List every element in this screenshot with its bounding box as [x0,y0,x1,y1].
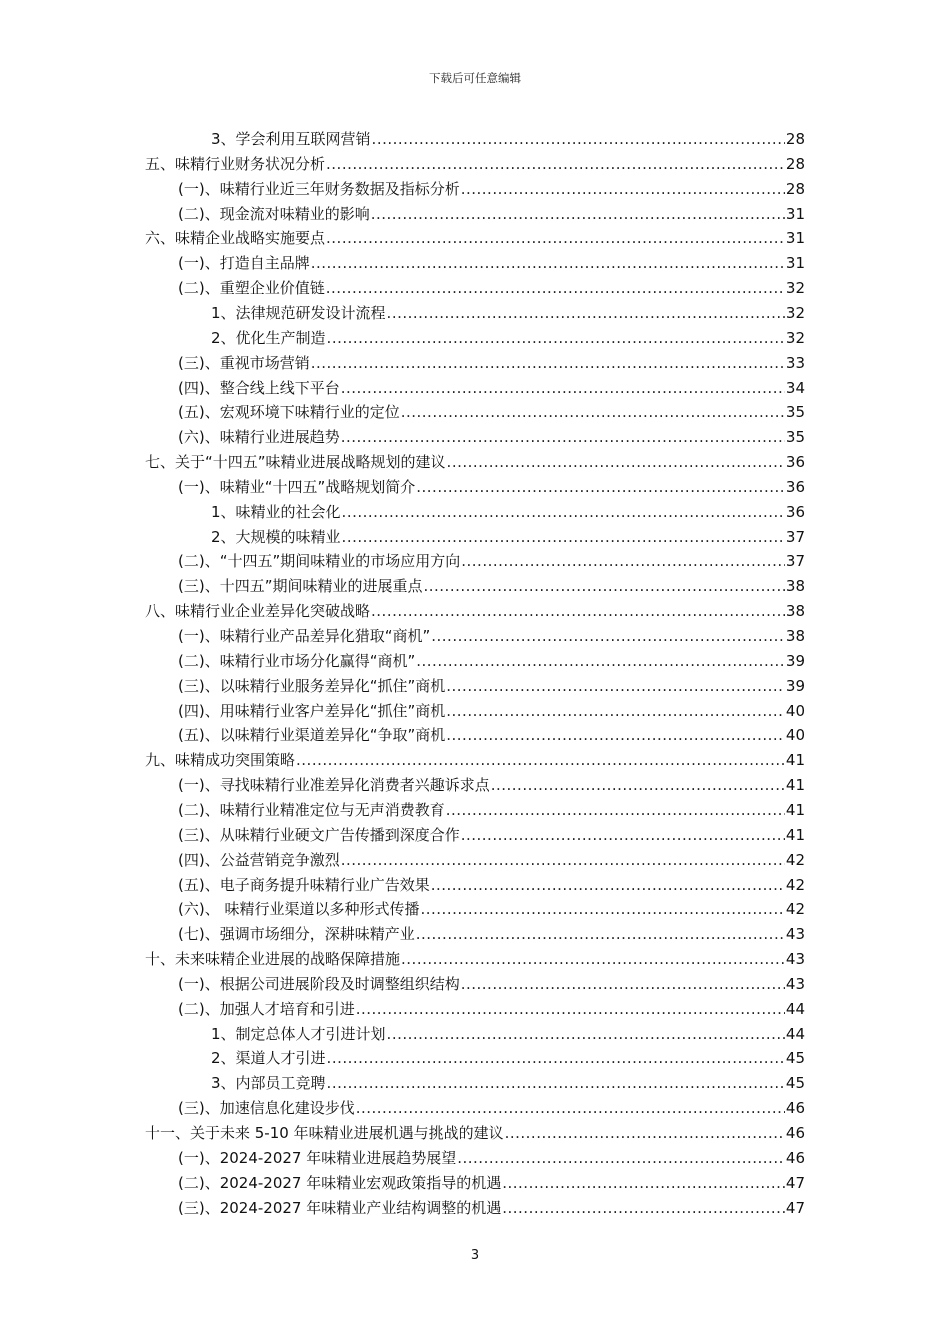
toc-entry[interactable] [178,622,805,646]
toc-entry-label: 1、法律规范研发设计流程 [211,303,386,322]
toc-entry-label: (二)、味精行业精准定位与无声消费教育 [178,800,445,819]
toc-dot-leader [446,676,785,696]
toc-entry-label: (二)、现金流对味精业的影响 [178,204,370,223]
toc-entry[interactable] [178,821,805,845]
toc-dot-leader [387,1024,785,1044]
toc-entry-label: (二)、“十四五”期间味精业的市场应用方向 [178,552,461,571]
toc-dot-leader [371,601,785,621]
toc-entry-page: 44 [785,1024,805,1043]
toc-entry[interactable] [145,746,805,770]
toc-entry[interactable] [211,498,805,522]
toc-dot-leader [387,303,785,323]
toc-entry-page: 38 [785,577,805,596]
toc-entry-page: 46 [785,1148,805,1167]
toc-dot-leader [461,974,785,994]
toc-entry-label: (五)、以味精行业渠道差异化“争取”商机 [178,726,446,745]
toc-entry[interactable] [178,871,805,895]
toc-entry-label: (七)、强调市场细分，深耕味精产业 [178,925,415,944]
toc-entry-page: 41 [785,825,805,844]
toc-entry-page: 41 [785,751,805,770]
toc-dot-leader [446,725,785,745]
toc-entry-label: (一)、味精业“十四五”战略规划简介 [178,477,416,496]
toc-dot-leader [327,328,785,348]
toc-entry[interactable] [211,523,805,547]
toc-entry[interactable] [178,1094,805,1118]
toc-entry-label: 3、内部员工竞聘 [211,1074,326,1093]
toc-dot-leader [505,1123,785,1143]
toc-entry-page: 43 [785,950,805,969]
toc-entry[interactable] [211,299,805,323]
toc-dot-leader [431,626,785,646]
toc-entry-page: 43 [785,974,805,993]
toc-entry[interactable] [145,150,805,174]
toc-entry-page: 47 [785,1173,805,1192]
toc-dot-leader [431,875,785,895]
toc-dot-leader [502,1173,785,1193]
toc-entry-label: (二)、加强人才培育和引进 [178,999,355,1018]
toc-dot-leader [356,999,785,1019]
toc-entry-page: 37 [785,552,805,571]
toc-entry-label: 九、味精成功突围策略 [145,751,296,770]
toc-entry-page: 46 [785,1099,805,1118]
toc-entry-page: 46 [785,1124,805,1142]
toc-entry[interactable] [178,249,805,273]
toc-entry-page: 33 [785,353,805,372]
toc-dot-leader [327,1048,785,1068]
toc-entry-label: 十、未来味精企业进展的战略保障措施 [145,950,401,969]
toc-dot-leader [401,402,785,422]
toc-entry[interactable] [145,224,805,248]
toc-entry-page: 45 [785,1049,805,1068]
toc-entry-label: (六)、 味精行业渠道以多种形式传播 [178,900,420,919]
toc-entry[interactable] [178,920,805,944]
toc-dot-leader [461,551,785,571]
toc-entry[interactable] [178,895,805,919]
toc-entry-label: (二)、重塑企业价值链 [178,279,325,298]
toc-entry-label: (六)、味精行业进展趋势 [178,428,340,447]
toc-dot-leader [446,701,785,721]
toc-dot-leader [416,477,785,497]
toc-dot-leader [371,204,785,224]
toc-entry-page: 43 [785,925,805,944]
toc-entry-page: 42 [785,900,805,919]
toc-entry[interactable] [145,448,805,472]
toc-entry-label: (五)、电子商务提升味精行业广告效果 [178,875,430,894]
toc-entry[interactable] [211,125,805,149]
toc-entry-label: 五、味精行业财务状况分析 [145,154,326,173]
toc-entry-page: 37 [785,527,805,546]
toc-dot-leader [311,353,785,373]
toc-dot-leader [327,1073,785,1093]
toc-entry-page: 32 [785,279,805,298]
toc-dot-leader [342,527,785,547]
toc-entry-page: 44 [785,999,805,1018]
toc-entry[interactable] [178,547,805,571]
toc-entry-page: 40 [785,726,805,745]
toc-entry-page: 32 [785,303,805,322]
toc-dot-leader [341,850,785,870]
toc-entry-label: (一)、打造自主品牌 [178,254,310,273]
toc-dot-leader [326,278,785,298]
toc-entry-page: 28 [785,130,805,148]
toc-entry[interactable] [178,473,805,497]
toc-entry[interactable] [178,697,805,721]
toc-entry-page: 39 [785,651,805,670]
toc-entry-label: (三)、重视市场营销 [178,353,310,372]
toc-entry[interactable] [178,200,805,224]
toc-entry[interactable] [145,1119,805,1143]
toc-entry[interactable] [211,1044,805,1068]
toc-dot-leader [401,949,785,969]
toc-entry-page: 41 [785,776,805,795]
toc-entry[interactable] [178,1169,805,1193]
toc-dot-leader [420,899,784,919]
toc-entry[interactable] [145,945,805,969]
toc-entry-page: 41 [785,800,805,819]
toc-dot-leader [356,1098,785,1118]
toc-entry-page: 40 [785,701,805,720]
toc-entry[interactable] [178,374,805,398]
toc-entry-label: (三)、从味精行业硬文广告传播到深度合作 [178,825,460,844]
toc-entry-page: 36 [785,453,805,472]
toc-entry-page: 28 [785,154,805,173]
toc-entry-label: 1、制定总体人才引进计划 [211,1024,386,1043]
toc-entry-page: 42 [785,875,805,894]
toc-entry-label: (一)、2024-2027 年味精业进展趋势展望 [178,1148,457,1167]
toc-entry[interactable] [178,1144,805,1168]
toc-entry[interactable] [178,274,805,298]
toc-entry-label: (一)、寻找味精行业准差异化消费者兴趣诉求点 [178,776,490,795]
toc-entry[interactable] [178,995,805,1019]
toc-entry-label: (三)、2024-2027 年味精业产业结构调整的机遇 [178,1198,502,1217]
toc-entry-page: 28 [785,179,805,198]
page-header: 下载后可任意编辑 [429,71,521,85]
toc-entry-label: (四)、公益营销竞争激烈 [178,850,340,869]
toc-entry-label: 2、渠道人才引进 [211,1049,326,1068]
toc-entry-page: 31 [785,229,805,248]
toc-entry-page: 39 [785,676,805,695]
toc-entry-label: (一)、根据公司进展阶段及时调整组织结构 [178,974,460,993]
toc-entry-label: 八、味精行业企业差异化突破战略 [145,602,371,621]
toc-entry-page: 36 [785,477,805,496]
toc-entry[interactable] [211,1020,805,1044]
toc-entry-page: 31 [785,204,805,223]
toc-entry-label: (二)、2024-2027 年味精业宏观政策指导的机遇 [178,1173,502,1192]
toc-entry[interactable] [178,398,805,422]
toc-entry-label: 3、学会利用互联网营销 [211,130,371,148]
toc-entry[interactable] [211,324,805,348]
toc-entry-label: 六、味精企业战略实施要点 [145,229,326,248]
toc-entry-label: (一)、味精行业近三年财务数据及指标分析 [178,179,460,198]
toc-dot-leader [491,775,785,795]
toc-dot-leader [326,154,785,174]
toc-entry[interactable] [178,349,805,373]
toc-entry[interactable] [178,970,805,994]
toc-entry-page: 38 [785,602,805,621]
toc-entry-page: 35 [785,428,805,447]
toc-entry-label: (二)、味精行业市场分化赢得“商机” [178,651,416,670]
toc-dot-leader [447,452,785,472]
toc-entry-page: 32 [785,328,805,347]
toc-dot-leader [423,576,784,596]
toc-dot-leader [372,129,785,149]
toc-entry-page: 36 [785,502,805,521]
toc-entry[interactable] [145,597,805,621]
toc-entry-label: (四)、用味精行业客户差异化“抓住”商机 [178,701,446,720]
toc-entry[interactable] [178,796,805,820]
toc-entry-page: 31 [785,254,805,273]
toc-entry-label: 2、大规模的味精业 [211,527,341,546]
toc-entry[interactable] [178,175,805,199]
toc-entry-label: 十一、关于未来 5-10 年味精业进展机遇与挑战的建议 [145,1124,504,1142]
toc-entry-label: (一)、味精行业产品差异化猎取“商机” [178,627,431,645]
toc-entry-page: 34 [785,378,805,397]
toc-entry[interactable] [178,846,805,870]
toc-dot-leader [461,825,785,845]
toc-entry[interactable] [178,1194,805,1218]
toc-entry[interactable] [178,771,805,795]
toc-entry[interactable] [211,1069,805,1093]
toc-entry-page: 35 [785,403,805,422]
toc-entry-label: (五)、宏观环境下味精行业的定位 [178,403,400,422]
toc-entry-label: (四)、整合线上线下平台 [178,378,340,397]
toc-entry-page: 42 [785,850,805,869]
toc-dot-leader [341,378,785,398]
toc-entry-label: 七、关于“十四五”味精业进展战略规划的建议 [145,453,446,472]
toc-entry-page: 47 [785,1198,805,1217]
toc-entry[interactable] [178,672,805,696]
toc-entry-label: 2、优化生产制造 [211,328,326,347]
toc-entry[interactable] [178,647,805,671]
toc-dot-leader [461,179,785,199]
toc-entry[interactable] [178,721,805,745]
toc-dot-leader [341,427,785,447]
toc-dot-leader [457,1148,785,1168]
toc-entry-page: 38 [785,627,805,645]
toc-entry[interactable] [178,423,805,447]
toc-entry-label: (三)、加速信息化建设步伐 [178,1099,355,1118]
toc-dot-leader [311,253,785,273]
toc-entry-label: 1、味精业的社会化 [211,502,341,521]
page-number: 3 [470,1248,480,1263]
toc-dot-leader [416,651,785,671]
toc-dot-leader [296,750,785,770]
toc-dot-leader [416,924,785,944]
toc-entry-page: 45 [785,1074,805,1093]
toc-entry-label: (三)、十四五”期间味精业的进展重点 [178,577,423,596]
toc-dot-leader [326,228,785,248]
toc-entry[interactable] [178,572,805,596]
toc-entry-label: (三)、以味精行业服务差异化“抓住”商机 [178,676,446,695]
toc-dot-leader [446,800,785,820]
toc-dot-leader [342,502,785,522]
toc-dot-leader [502,1198,785,1218]
